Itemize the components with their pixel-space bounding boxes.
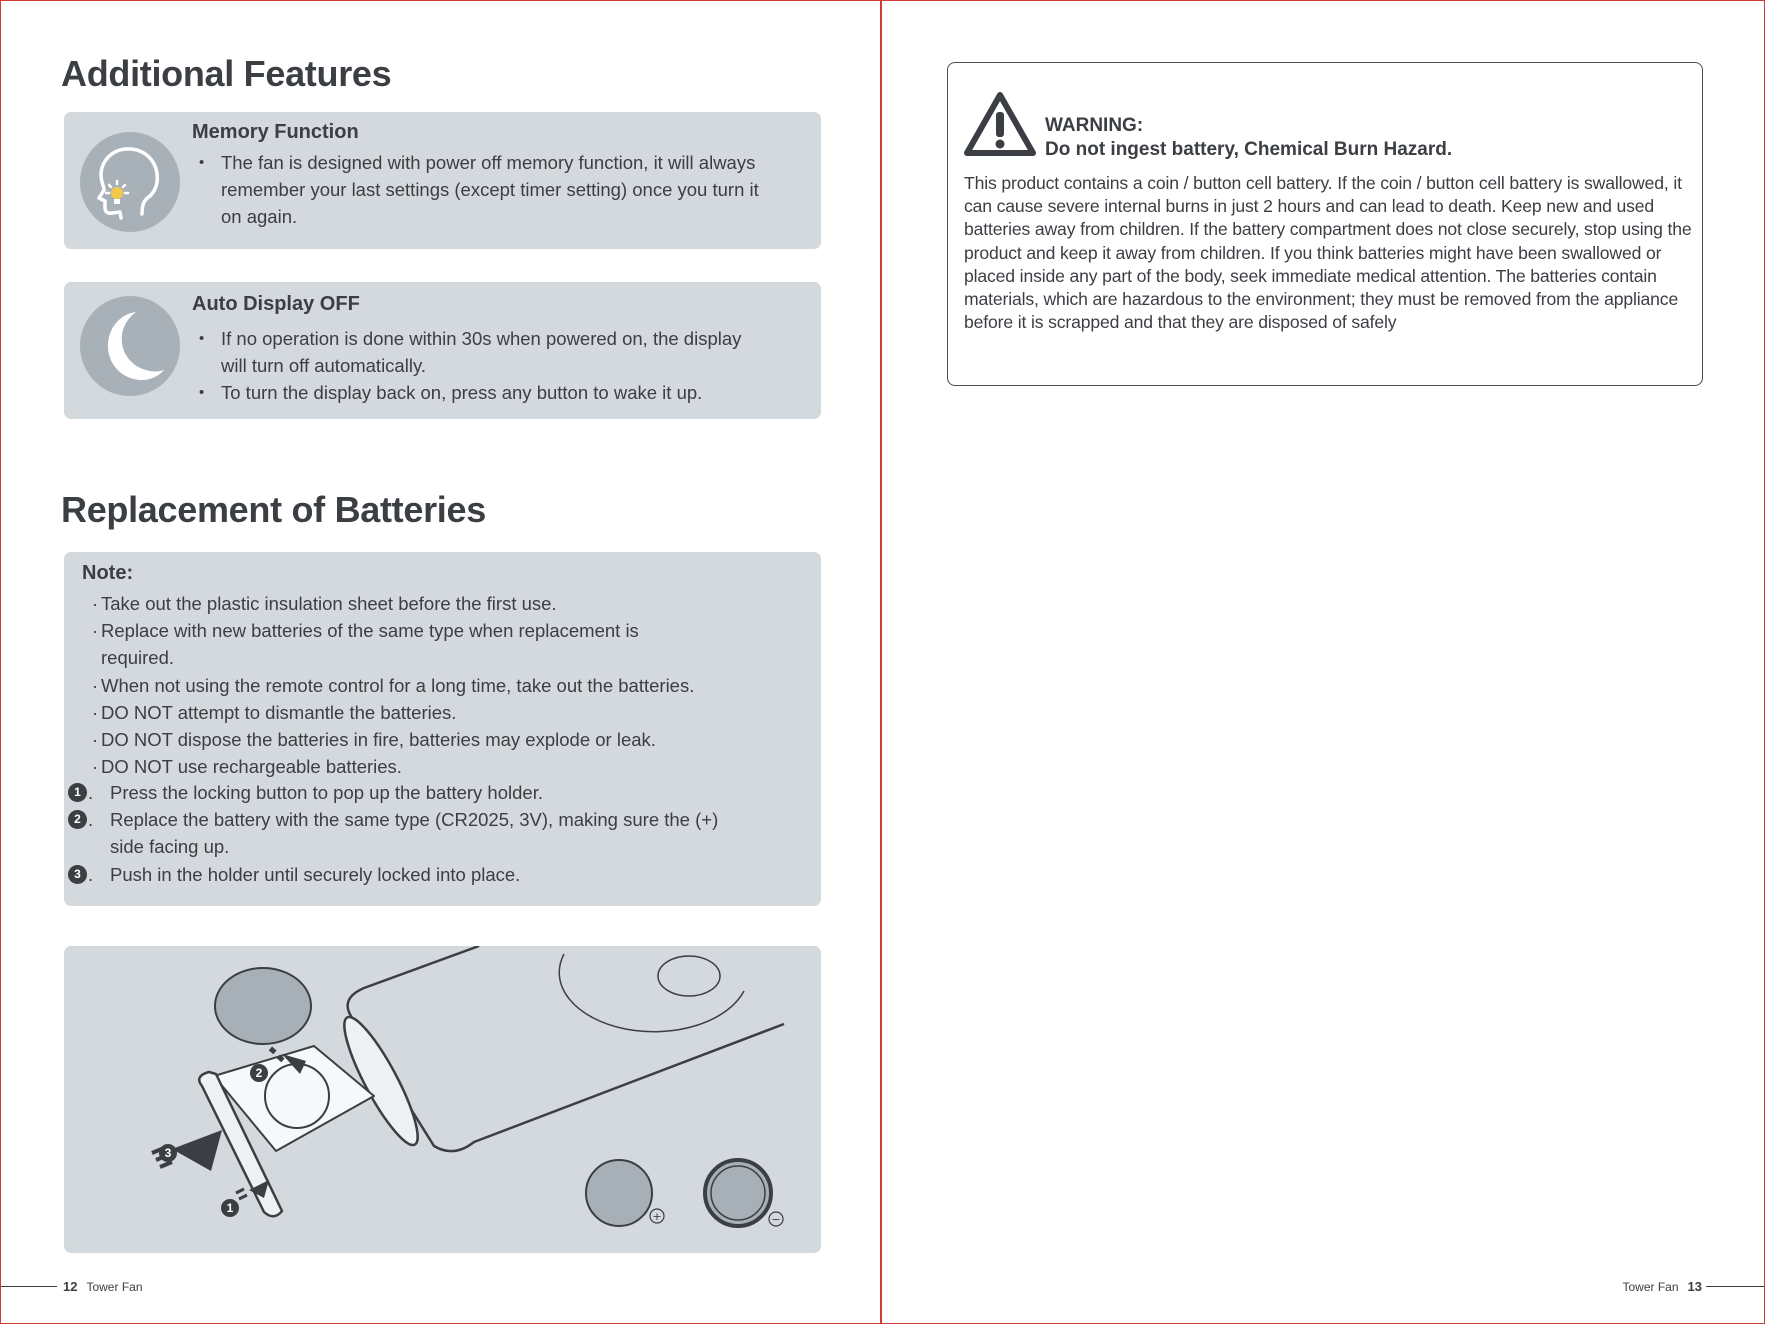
plus-symbol: +: [652, 1210, 662, 1223]
footer-product: Tower Fan: [1622, 1279, 1679, 1294]
step-text: Press the locking button to pop up the battery holder.: [110, 782, 543, 803]
footer-rule: [1706, 1286, 1764, 1287]
callout-number: 1: [226, 1201, 234, 1215]
footer-rule: [1, 1286, 57, 1287]
step-item: 1 . Press the locking button to pop up the battery holder.: [68, 779, 748, 806]
auto-display-bullet: • If no operation is done within 30s when powered on, the display will turn off automatically.: [199, 325, 799, 379]
step-item: 3 . Push in the holder until securely locked into place.: [68, 861, 748, 888]
footer-product: Tower Fan: [86, 1279, 143, 1294]
auto-display-card: [64, 282, 821, 419]
note-item: · Take out the plastic insulation sheet before the first use.: [92, 590, 782, 617]
left-footer: [1, 1279, 301, 1294]
note-list: [92, 590, 782, 780]
step-number-badge: 3: [68, 865, 87, 884]
step-text: Push in the holder until securely locked into place.: [110, 863, 521, 885]
warning-label: WARNING:: [1045, 115, 1144, 136]
step-number-badge: 1: [68, 783, 87, 802]
step-number-badge: 2: [68, 810, 87, 829]
note-label: Note:: [82, 562, 134, 584]
head-lightbulb-icon: [80, 132, 180, 232]
memory-bullet: • The fan is designed with power off memory function, it will always remember your last settings (except timer setting) once you turn it on again.: [199, 149, 799, 230]
callout-number: 2: [255, 1066, 263, 1080]
memory-function-bullets: [199, 149, 799, 230]
replacement-title: Replacement of Batteries: [61, 489, 486, 530]
note-item: · DO NOT attempt to dismantle the batteries.: [92, 699, 782, 726]
note-item: · DO NOT use rechargeable batteries.: [92, 753, 782, 780]
auto-display-bullets: [199, 325, 799, 406]
memory-function-title: Memory Function: [192, 121, 359, 143]
step-list: [68, 779, 748, 888]
memory-function-card: [64, 112, 821, 249]
minus-symbol: −: [771, 1213, 781, 1226]
warning-box: [947, 62, 1703, 386]
page-number: 12: [63, 1279, 78, 1294]
right-page: [881, 0, 1765, 1324]
battery-illustration: [64, 946, 821, 1253]
note-item: · Replace with new batteries of the same type when replacement is required.: [92, 617, 782, 671]
step-text: Replace the battery with the same type (CR2025, 3V), making sure the (+) side facing up.: [110, 809, 719, 858]
auto-display-title: Auto Display OFF: [192, 293, 360, 315]
page-number: 13: [1687, 1279, 1702, 1294]
additional-features-title: Additional Features: [61, 53, 392, 94]
callout-number: 3: [164, 1146, 172, 1160]
battery-notes-card: [64, 552, 821, 906]
note-item: · DO NOT dispose the batteries in fire, batteries may explode or leak.: [92, 726, 782, 753]
warning-subtitle: Do not ingest battery, Chemical Burn Hazard.: [1045, 139, 1453, 160]
note-item: · When not using the remote control for a long time, take out the batteries.: [92, 672, 782, 699]
auto-display-bullet: • To turn the display back on, press any button to wake it up.: [199, 379, 799, 406]
left-page: [0, 0, 881, 1324]
warning-heading: [1045, 114, 1452, 162]
moon-icon: [80, 296, 180, 396]
warning-body: This product contains a coin / button cell battery. If the coin / button cell battery is swallowed, it can cause severe internal burns in just 2 hours and can lead to death. Keep new and used batteries away from children. If the battery compartment does not close securely, stop using the product and keep it away from children. If you think batteries might have been swallowed or placed inside any part of the body, seek immediate medical attention. The batteries contain materials, which are hazardous to the environment; they must be removed from the appliance before it is scrapped and that they are disposed of safely: [964, 173, 1692, 333]
step-item: 2 . Replace the battery with the same type (CR2025, 3V), making sure the (+) side facing up.: [68, 806, 748, 860]
warning-triangle-icon: [963, 90, 1037, 163]
right-footer: [1464, 1279, 1764, 1294]
